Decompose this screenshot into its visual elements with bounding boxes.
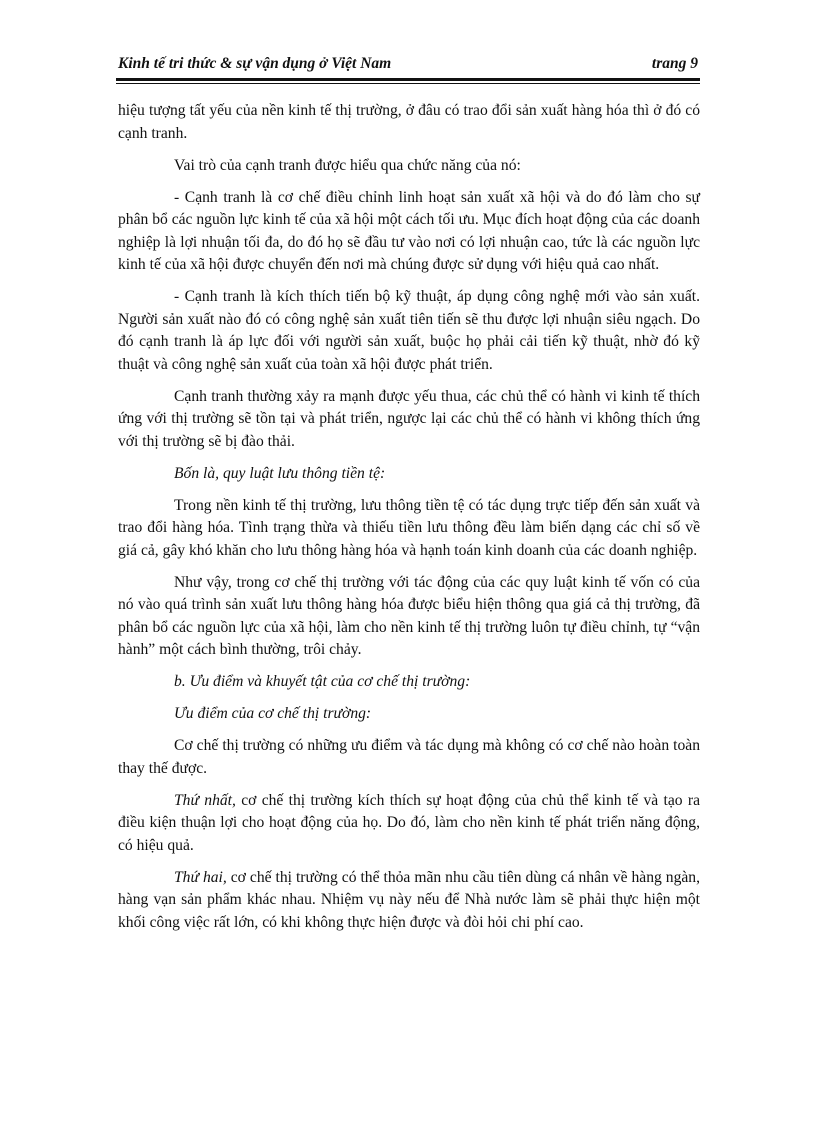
paragraph: Cơ chế thị trường có những ưu điểm và tác dụng mà không có cơ chế nào hoàn toàn thay thế được. xyxy=(118,737,700,777)
header-rule-thin xyxy=(116,83,700,84)
paragraph: Cạnh tranh thường xảy ra mạnh được yếu thua, các chủ thể có hành vi kinh tế thích ứng với thị trường sẽ tồn tại và phát triển, ngược lại các chủ thể có hành vi không thích ứng với thị trường sẽ bị đào thải. xyxy=(118,387,700,450)
paragraph: Trong nền kinh tế thị trường, lưu thông tiền tệ có tác dụng trực tiếp đến sản xuất và trao đổi hàng hóa. Tình trạng thừa và thiếu tiền lưu thông đều làm biến dạng các chỉ số về giá cả, gây khó khăn cho lưu thông hàng hóa và hạnh toán kinh doanh của các doanh nghiệp. xyxy=(118,496,700,559)
paragraph: - Cạnh tranh là cơ chế điều chỉnh linh hoạt sản xuất xã hội và do đó làm cho sự phân bổ các nguồn lực kinh tế của xã hội một cách tối ưu. Mục đích hoạt động của các doanh nghiệp là lợi nhuận tối đa, do đó họ sẽ đầu tư vào nơi có lợi nhuận cao, tức là các nguồn lực kinh tế của xã hội được chuyển đến nơi mà chúng được sử dụng với hiệu quả cao nhất. xyxy=(118,188,700,273)
section-heading: b. Ưu điểm và khuyết tật của cơ chế thị trường: xyxy=(174,673,471,690)
page-header xyxy=(118,55,698,73)
section-heading: Bốn là, quy luật lưu thông tiền tệ: xyxy=(174,464,386,482)
header-rule-thick xyxy=(116,78,700,81)
paragraph: Vai trò của cạnh tranh được hiểu qua chức năng của nó: xyxy=(174,156,521,174)
header-title: Kinh tế tri thức & sự vận dụng ở Việt Nam xyxy=(118,55,392,72)
paragraph-lead: Thứ hai, xyxy=(174,868,227,886)
paragraph: - Cạnh tranh là kích thích tiến bộ kỹ thuật, áp dụng công nghệ mới vào sản xuất. Người sản xuất nào đó có công nghệ sản xuất tiên tiến sẽ thu được lợi nhuận siêu ngạch. Do đó cạnh tranh là áp lực đối với người sản xuất, buộc họ phải cải tiến kỹ thuật, nhờ đó kỹ thuật và công nghệ sản xuất của toàn xã hội được phát triển. xyxy=(118,288,700,373)
subsection-heading: Ưu điểm của cơ chế thị trường: xyxy=(174,705,372,722)
paragraph xyxy=(118,790,700,858)
paragraph-text: cơ chế thị trường có thể thỏa mãn nhu cầu tiên dùng cá nhân về hàng ngàn, hàng vạn sản phẩm khác nhau. Nhiệm vụ này nếu để Nhà nước làm sẽ phải thực hiện một khối công việc rất lớn, có khi không thực hiện được và đòi hỏi chi phí cao. xyxy=(118,868,700,931)
paragraph-lead: Thứ nhất, xyxy=(174,791,236,809)
paragraph: hiệu tượng tất yếu của nền kinh tế thị trường, ở đâu có trao đổi sản xuất hàng hóa thì ở đó có cạnh tranh. xyxy=(118,102,700,142)
page-number: trang 9 xyxy=(651,55,698,72)
paragraph: Như vậy, trong cơ chế thị trường với tác động của các quy luật kinh tế vốn có của nó vào quá trình sản xuất lưu thông hàng hóa được biểu hiện thông qua giá cả thị trường, đã phân bổ các nguồn lực của xã hội, làm cho nền kinh tế thị trường luôn tự điều chỉnh, tự “vận hành” một cách bình thường, trôi chảy. xyxy=(118,573,700,658)
paragraph-text: cơ chế thị trường kích thích sự hoạt động của chủ thể kinh tế và tạo ra điều kiện thuận lợi cho hoạt động của họ. Do đó, làm cho nền kinh tế phát triển năng động, có hiệu quả. xyxy=(118,791,700,854)
body-text xyxy=(118,100,700,944)
paragraph xyxy=(118,867,700,935)
